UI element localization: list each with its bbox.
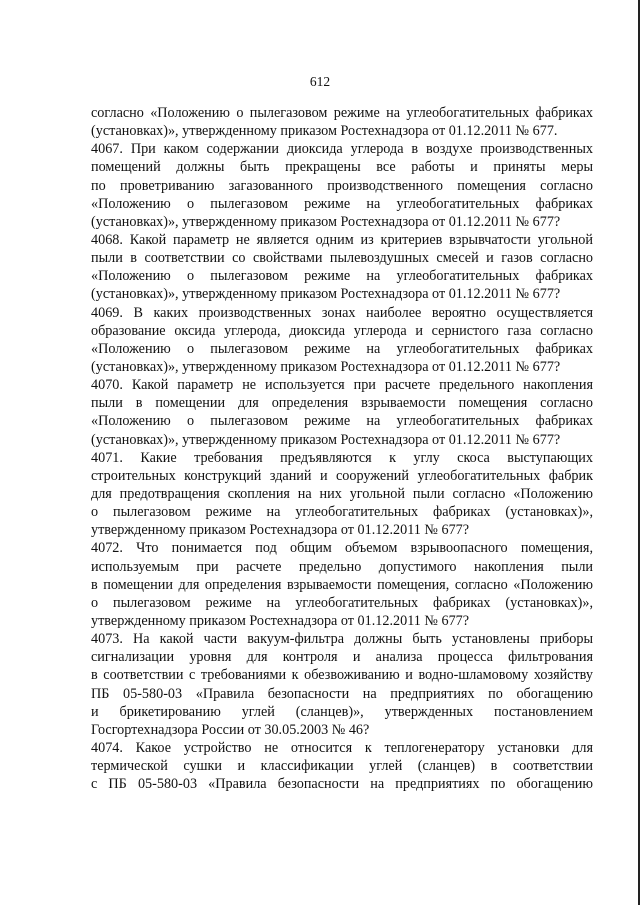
text-line: термической сушки и классификации углей (сланцев) в соответствии (91, 758, 593, 775)
text-line: «Положению о пылегазовом режиме на углеобогатительных фабриках (91, 195, 593, 212)
text-line: по проветриванию загазованного производственного помещения согласно (91, 177, 593, 194)
text-line: (установках)», утвержденному приказом Ростехнадзора от 01.12.2011 № 677? (91, 213, 561, 230)
text-line: утвержденному приказом Ростехнадзора от 01.12.2011 № 677? (91, 522, 470, 539)
text-line: «Положению о пылегазовом режиме на углеобогатительных фабриках (91, 413, 593, 430)
page-number: 612 (309, 74, 331, 89)
text-line: 4074. Какое устройство не относится к теплогенератору установки для (91, 739, 593, 756)
text-line: используемым при расчете предельно допустимого накопления пыли (91, 558, 593, 575)
text-line: 4070. Какой параметр не используется при расчете предельного накопления (91, 377, 593, 394)
text-line: Госгортехнадзора России от 30.05.2003 № 46? (91, 721, 370, 738)
text-line: сигнализации уровня для контроля и анализа процесса фильтрования (91, 649, 593, 666)
text-line: о пылегазовом режиме на углеобогатительных фабриках (установках)», (91, 504, 593, 521)
text-line: пыли в помещении для определения взрываемости помещения согласно (91, 395, 593, 412)
text-line: помещений должны быть прекращены все работы и приняты меры (91, 159, 593, 176)
text-line: в соответствии с требованиями к обезвоживанию и водно-шламовому хозяйству (91, 667, 593, 684)
text-line: (установках)», утвержденному приказом Ростехнадзора от 01.12.2011 № 677? (91, 286, 561, 303)
text-line: (установках)», утвержденному приказом Ростехнадзора от 01.12.2011 № 677? (91, 358, 561, 375)
text-line: в помещении для определения взрываемости помещения, согласно «Положению (91, 576, 593, 593)
text-line: (установках)», утвержденному приказом Ростехнадзора от 01.12.2011 № 677. (91, 123, 558, 140)
text-line: «Положению о пылегазовом режиме на углеобогатительных фабриках (91, 268, 593, 285)
document-body (91, 104, 593, 793)
text-line: 4073. На какой части вакуум-фильтра должны быть установлены приборы (91, 631, 593, 648)
text-line: и брикетированию углей (сланцев)», утвержденных постановлением (91, 703, 593, 720)
text-line: пыли в соответствии со свойствами пылевоздушных смесей и газов согласно (91, 250, 593, 267)
text-line: о пылегазовом режиме на углеобогатительных фабриках (установках)», (91, 594, 593, 611)
text-line: утвержденному приказом Ростехнадзора от 01.12.2011 № 677? (91, 612, 470, 629)
text-line: (установках)», утвержденному приказом Ростехнадзора от 01.12.2011 № 677? (91, 431, 561, 448)
text-line: 4068. Какой параметр не является одним из критериев взрывчатости угольной (91, 231, 593, 248)
text-line: с ПБ 05-580-03 «Правила безопасности на предприятиях по обогащению (91, 776, 593, 793)
text-line: строительных конструкций зданий и сооружений углеобогатительных фабрик (91, 467, 593, 484)
text-line: 4071. Какие требования предъявляются к углу скоса выступающих (91, 449, 593, 466)
text-line: 4069. В каких производственных зонах наиболее вероятно осуществляется (91, 304, 593, 321)
text-line: «Положению о пылегазовом режиме на углеобогатительных фабриках (91, 340, 593, 357)
text-line: 4072. Что понимается под общим объемом взрывоопасного помещения, (91, 540, 593, 557)
text-line: образование оксида углерода, диоксида углерода и сернистого газа согласно (91, 322, 593, 339)
text-line: 4067. При каком содержании диоксида углерода в воздухе производственных (91, 141, 593, 158)
text-line: согласно «Положению о пылегазовом режиме на углеобогатительных фабриках (91, 105, 593, 121)
text-line: ПБ 05-580-03 «Правила безопасности на предприятиях по обогащению (91, 685, 593, 702)
text-line: для предотвращения скопления на них угольной пыли согласно «Положению (91, 485, 593, 502)
